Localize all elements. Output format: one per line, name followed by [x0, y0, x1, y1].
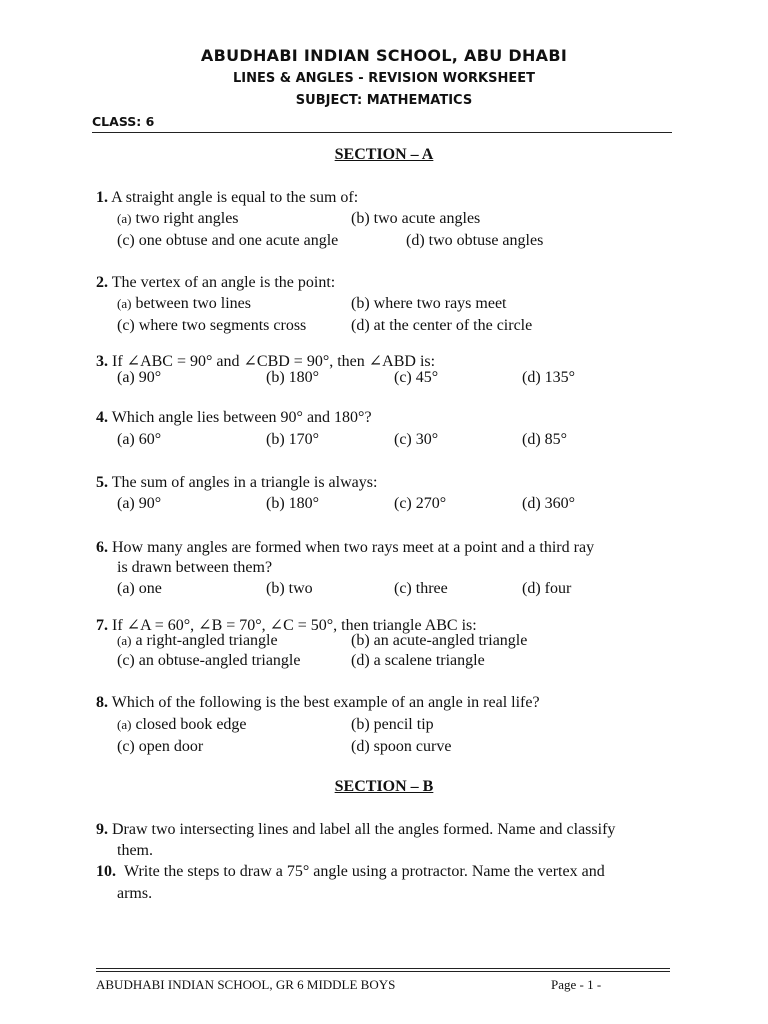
question-text: The vertex of an angle is the point: [111, 274, 336, 291]
question-text: Which of the following is the best example of an angle in real life? [111, 694, 540, 711]
option-text: closed book edge [131, 716, 247, 733]
question-number: 3. [96, 353, 108, 370]
option-a [117, 210, 239, 228]
question-4 [96, 409, 372, 427]
option-label: (a) [117, 717, 132, 732]
class-label: CLASS: 6 [92, 114, 155, 129]
question-number: 7. [96, 617, 108, 634]
option-c: (c) 270° [394, 495, 447, 512]
option-label: (a) [117, 296, 132, 311]
question-text: If ∠ABC = 90° and ∠CBD = 90°, then ∠ABD is: [112, 353, 436, 370]
footer-divider-top [96, 968, 670, 969]
footer-divider-bottom [96, 971, 670, 972]
option-text: two right angles [131, 210, 239, 227]
question-number: 1. [96, 189, 108, 206]
option-b: (b) pencil tip [351, 716, 434, 733]
question-number: 10. [96, 863, 116, 880]
option-d: (d) two obtuse angles [406, 232, 544, 249]
option-b: (b) two acute angles [351, 210, 481, 227]
question-number: 4. [96, 409, 108, 426]
option-b: (b) 180° [266, 495, 320, 512]
question-text: Which angle lies between 90° and 180°? [111, 409, 372, 426]
option-a [117, 716, 247, 734]
question-6 [96, 539, 594, 557]
question-text: A straight angle is equal to the sum of: [111, 189, 359, 206]
option-label: (a) [117, 633, 132, 648]
option-a: (a) 90° [117, 495, 162, 512]
option-a: (a) 60° [117, 431, 162, 448]
question-text: If ∠A = 60°, ∠B = 70°, ∠C = 50°, then triangle ABC is: [112, 617, 477, 634]
question-3 [96, 351, 435, 371]
option-b: (b) where two rays meet [351, 295, 507, 312]
question-text: Write the steps to draw a 75° angle using a protractor. Name the vertex and [124, 863, 605, 880]
section-b-heading: SECTION – B [334, 778, 434, 795]
option-text: between two lines [131, 295, 251, 312]
option-d: (d) four [522, 580, 572, 597]
question-2 [96, 274, 335, 292]
option-d: (d) a scalene triangle [351, 652, 485, 669]
option-d: (d) 85° [522, 431, 568, 448]
question-number: 6. [96, 539, 108, 556]
option-a [117, 295, 251, 313]
option-c: (c) three [394, 580, 448, 597]
school-name: ABUDHABI INDIAN SCHOOL, ABU DHABI [200, 46, 568, 65]
option-c: (c) 30° [394, 431, 439, 448]
question-10-continuation: arms. [117, 885, 153, 902]
question-10 [96, 863, 605, 881]
section-a-heading: SECTION – A [334, 146, 434, 163]
option-b: (b) 180° [266, 369, 320, 386]
option-d: (d) at the center of the circle [351, 317, 533, 334]
question-9-continuation: them. [117, 842, 153, 859]
option-c: (c) open door [117, 738, 204, 755]
question-1 [96, 189, 358, 207]
question-number: 2. [96, 274, 108, 291]
option-b: (b) an acute-angled triangle [351, 632, 528, 649]
question-number: 9. [96, 821, 108, 838]
question-9 [96, 821, 615, 839]
option-d: (d) 135° [522, 369, 576, 386]
option-c: (c) where two segments cross [117, 317, 307, 334]
question-6-continuation: is drawn between them? [117, 559, 273, 576]
header-divider [92, 132, 672, 133]
question-number: 5. [96, 474, 108, 491]
option-b: (b) two [266, 580, 313, 597]
footer-school: ABUDHABI INDIAN SCHOOL, GR 6 MIDDLE BOYS [96, 977, 396, 992]
question-text: The sum of angles in a triangle is always: [111, 474, 378, 491]
option-c: (c) 45° [394, 369, 439, 386]
worksheet-title: LINES & ANGLES - REVISION WORKSHEET [232, 71, 535, 86]
question-number: 8. [96, 694, 108, 711]
question-5 [96, 474, 377, 492]
option-c: (c) an obtuse-angled triangle [117, 652, 301, 669]
footer-page-number: Page - 1 - [551, 977, 602, 992]
option-a: (a) one [117, 580, 162, 597]
option-c: (c) one obtuse and one acute angle [117, 232, 339, 249]
question-8 [96, 694, 540, 712]
option-label: (a) [117, 211, 132, 226]
option-d: (d) spoon curve [351, 738, 452, 755]
subject-label: SUBJECT: MATHEMATICS [295, 93, 473, 108]
option-b: (b) 170° [266, 431, 320, 448]
option-a [117, 632, 278, 650]
question-text: Draw two intersecting lines and label all the angles formed. Name and classify [112, 821, 616, 838]
option-a: (a) 90° [117, 369, 162, 386]
question-text: How many angles are formed when two rays meet at a point and a third ray [112, 539, 595, 556]
option-text: a right-angled triangle [131, 632, 278, 649]
option-d: (d) 360° [522, 495, 576, 512]
